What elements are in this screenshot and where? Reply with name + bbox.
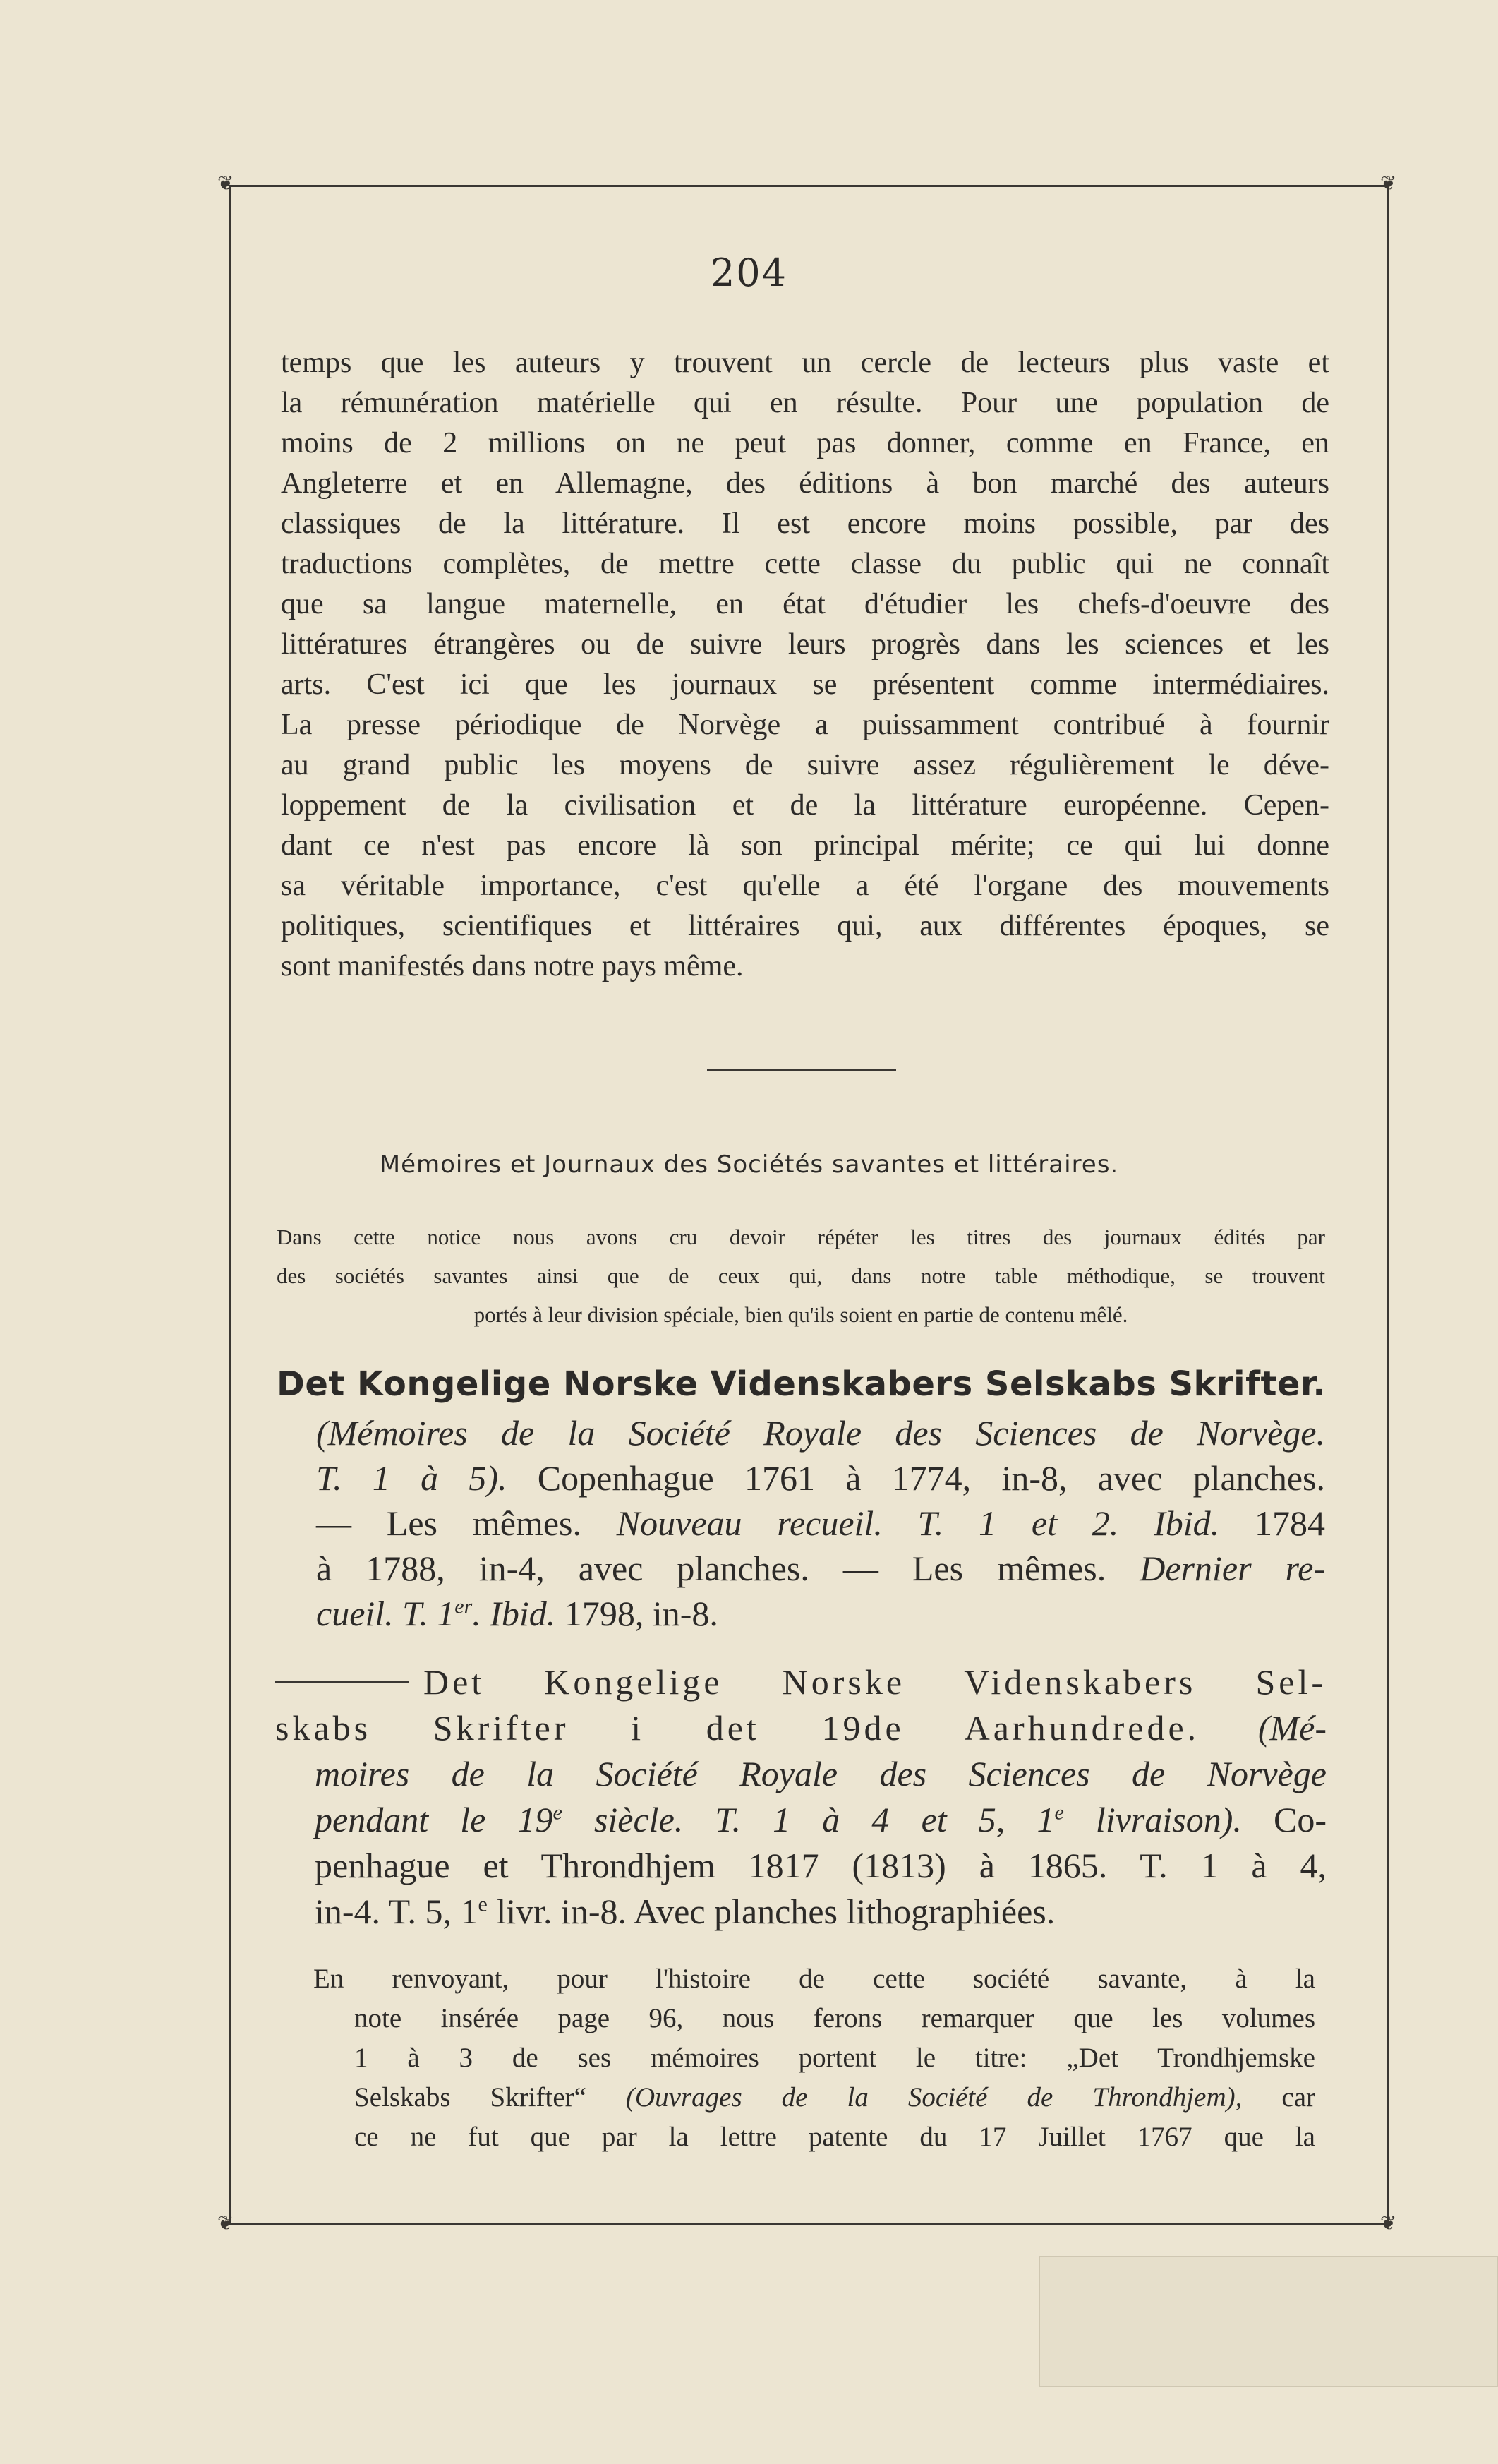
paragraph-line: sont manifestés dans notre pays même.: [281, 950, 744, 982]
entry-italic: (Mémoires de la Société Royale des Sciences de Norvège.: [316, 1413, 1325, 1453]
paragraph-line: loppement de la civilisation et de la littérature européenne. Cepen-: [281, 789, 1329, 822]
section-notice: [277, 1218, 1325, 1334]
paragraph-line: moins de 2 millions on ne peut pas donner, comme en France, en: [281, 427, 1329, 459]
entry-italic: pendant le 19: [315, 1800, 553, 1839]
entry-text: 1798, in-8.: [555, 1594, 718, 1633]
entry-italic: (Mé-: [1200, 1708, 1327, 1748]
entry-line: [275, 1889, 1327, 1935]
entry-superscript: e: [478, 1892, 488, 1916]
corner-ornament-bottom-right: ❦: [1380, 2211, 1397, 2235]
entry-superscript: er: [454, 1594, 473, 1618]
paragraph-line: littératures étrangères ou de suivre leurs progrès dans les sciences et les: [281, 628, 1329, 661]
entry-dash: [275, 1681, 409, 1683]
entry2-description: [275, 1659, 1327, 1935]
paragraph-line: la rémunération matérielle qui en résulte. Pour une population de: [281, 387, 1329, 419]
entry-text: 1784: [1219, 1503, 1325, 1543]
entry1-description: [316, 1410, 1325, 1636]
history-line: note insérée page 96, nous ferons remarquer que les volumes: [354, 2003, 1315, 2033]
entry-italic: moires de la Société Royale des Sciences de Norvège: [315, 1754, 1327, 1793]
history-line: ce ne fut que par la lettre patente du 17 Juillet 1767 que la: [354, 2122, 1315, 2152]
history-line: En renvoyant, pour l'histoire de cette société savante, à la: [313, 1964, 1315, 1994]
entry-superscript: e: [1054, 1801, 1064, 1825]
entry-spaced: skabs Skrifter i det 19de Aarhundrede.: [275, 1708, 1200, 1748]
entry-line: [275, 1705, 1327, 1751]
corner-ornament-bottom-left: ❦: [217, 2211, 234, 2235]
entry-text: — Les mêmes.: [316, 1503, 617, 1543]
paragraph-line: dant ce n'est pas encore là son principal mérite; ce qui lui donne: [281, 829, 1329, 862]
paragraph-line: que sa langue maternelle, en état d'étudier les chefs-d'oeuvre des: [281, 588, 1329, 620]
entry-line: [316, 1410, 1325, 1455]
entry-italic: Dernier re-: [1140, 1549, 1326, 1588]
entry-text: livr. in-8. Avec planches lithographiées.: [487, 1892, 1056, 1931]
notice-line: Dans cette notice nous avons cru devoir répéter les titres des journaux édités par: [277, 1225, 1325, 1249]
history-line: [313, 2078, 1315, 2117]
society-history: [313, 1959, 1315, 2157]
history-line: 1 à 3 de ses mémoires portent le titre: „Det Trondhjemske: [354, 2043, 1315, 2073]
history-text: Selskabs Skrifter“: [354, 2082, 627, 2113]
paragraph-line: La presse périodique de Norvège a puissamment contribué à fournir: [281, 709, 1329, 741]
entry-line: [275, 1659, 1327, 1705]
paragraph-line: classiques de la littérature. Il est encore moins possible, par des: [281, 507, 1329, 540]
entry-text: à 1788, in-4, avec planches. — Les mêmes.: [316, 1549, 1140, 1588]
entry-text: in-4. T. 5, 1: [315, 1892, 478, 1931]
page-number: 204: [710, 251, 788, 295]
corner-ornament-top-left: ❦: [217, 172, 234, 195]
paragraph-line: traductions complètes, de mettre cette classe du public qui ne connaît: [281, 548, 1329, 580]
entry-superscript: e: [552, 1801, 562, 1825]
intro-paragraph: [281, 343, 1329, 987]
paragraph-line: au grand public les moyens de suivre assez régulièrement le déve-: [281, 749, 1329, 781]
entry-line: penhague et Throndhjem 1817 (1813) à 1865. T. 1 à 4,: [315, 1846, 1327, 1885]
entry-text: Co-: [1241, 1800, 1327, 1839]
entry-italic: . Ibid.: [472, 1594, 556, 1633]
history-text: car: [1242, 2082, 1315, 2113]
entry-italic: cueil. T. 1: [316, 1594, 455, 1633]
entry-italic: siècle. T. 1 à 4 et 5, 1: [562, 1800, 1055, 1839]
paragraph-line: sa véritable importance, c'est qu'elle a été l'organe des mouvements: [281, 870, 1329, 902]
entry-line: [316, 1455, 1325, 1501]
notice-line: portés à leur division spéciale, bien qu'ils soient en partie de contenu mêlé.: [473, 1302, 1128, 1327]
entry-line: [316, 1546, 1325, 1591]
entry-italic: livraison).: [1063, 1800, 1242, 1839]
section-title: Mémoires et Journaux des Sociétés savantes et littéraires.: [379, 1150, 1119, 1179]
entry-line: [275, 1797, 1327, 1843]
entry-italic: T. 1 à 5).: [316, 1458, 507, 1498]
entry-line: [275, 1751, 1327, 1797]
paragraph-line: Angleterre et en Allemagne, des éditions à bon marché des auteurs: [281, 467, 1329, 500]
paragraph-line: temps que les auteurs y trouvent un cercle de lecteurs plus vaste et: [281, 347, 1329, 379]
entry-line: [316, 1591, 1325, 1636]
history-italic: (Ouvrages de la Société de Throndhjem),: [626, 2082, 1243, 2113]
corner-ornament-top-right: ❦: [1380, 172, 1397, 195]
paragraph-line: politiques, scientifiques et littéraires qui, aux différentes époques, se: [281, 910, 1329, 942]
blank-label-box: [1039, 2256, 1498, 2387]
paragraph-line: arts. C'est ici que les journaux se présentent comme intermédiaires.: [281, 668, 1329, 701]
entry-heading: Det Kongelige Norske Videnskabers Selskabs Skrifter.: [277, 1364, 1327, 1404]
entry-italic: Nouveau recueil. T. 1 et 2. Ibid.: [616, 1503, 1220, 1543]
entry-text: Copenhague 1761 à 1774, in-8, avec planches.: [507, 1458, 1326, 1498]
entry-spaced: Det Kongelige Norske Videnskabers Sel-: [423, 1662, 1327, 1702]
section-divider: [707, 1069, 896, 1071]
notice-line: des sociétés savantes ainsi que de ceux qui, dans notre table méthodique, se trouvent: [277, 1263, 1325, 1288]
entry-line: [316, 1501, 1325, 1546]
